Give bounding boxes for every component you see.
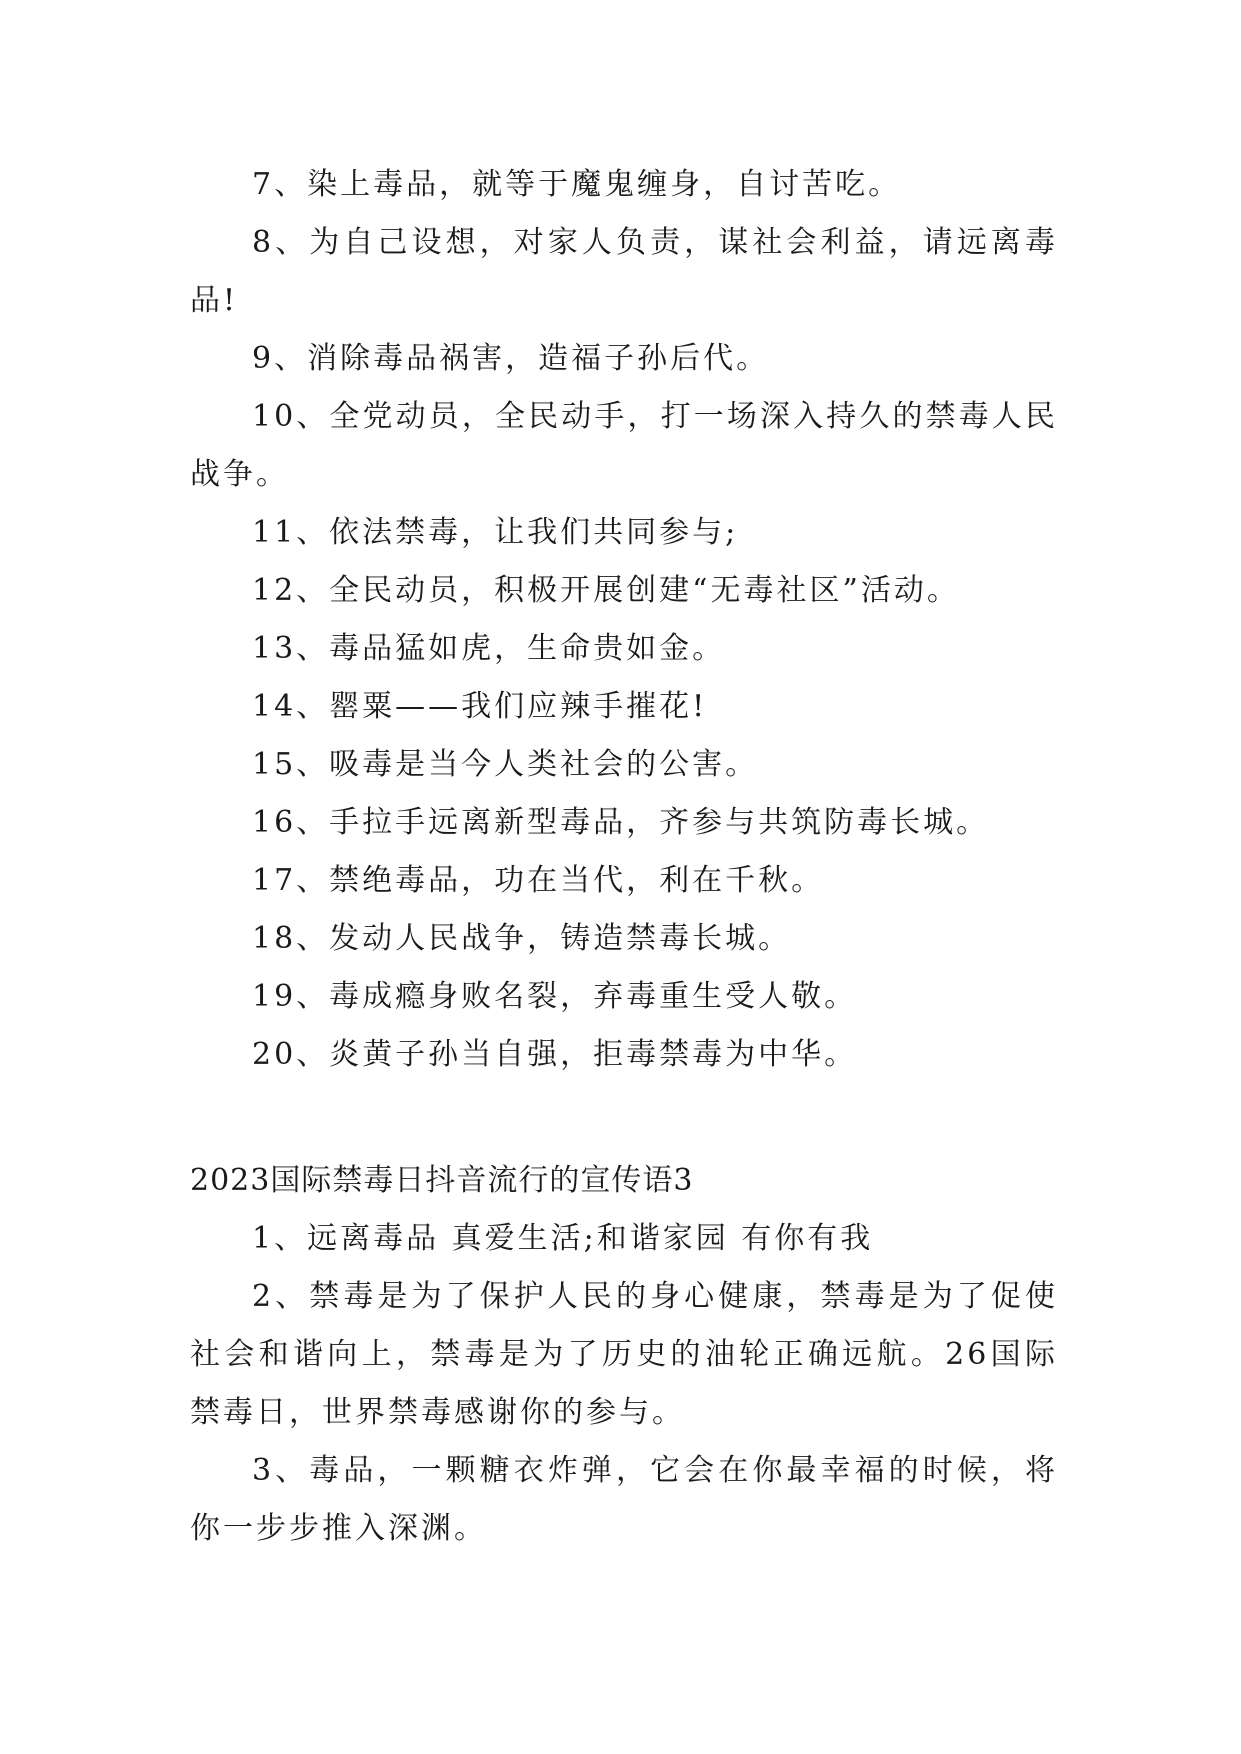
slogan-item-7: 7、染上毒品，就等于魔鬼缠身，自讨苦吃。 — [252, 167, 902, 202]
slogan-item-12: 12、全民动员，积极开展创建“无毒社区”活动。 — [252, 573, 960, 608]
slogan-section-3 — [190, 1152, 1058, 1558]
slogan-item-9: 9、消除毒品祸害，造福子孙后代。 — [252, 341, 770, 376]
slogan-item-11: 11、依法禁毒，让我们共同参与; — [252, 515, 739, 550]
slogan-item-2: 2、禁毒是为了保护人民的身心健康，禁毒是为了促使社会和谐向上，禁毒是为了历史的油轮正确远航。26国际禁毒日，世界禁毒感谢你的参与。 — [190, 1279, 1058, 1430]
slogan-item-13: 13、毒品猛如虎，生命贵如金。 — [252, 631, 726, 666]
slogan-item-1: 1、远离毒品 真爱生活;和谐家园 有你有我 — [252, 1221, 874, 1256]
slogan-item-18: 18、发动人民战争，铸造禁毒长城。 — [252, 921, 792, 956]
slogan-item-8: 8、为自己设想，对家人负责，谋社会利益，请远离毒品! — [190, 225, 1058, 318]
slogan-item-19: 19、毒成瘾身败名裂，弃毒重生受人敬。 — [252, 979, 858, 1014]
slogan-item-3: 3、毒品，一颗糖衣炸弹，它会在你最幸福的时候，将你一步步推入深渊。 — [190, 1453, 1058, 1546]
slogan-list-continued — [190, 156, 1058, 1084]
slogan-item-16: 16、手拉手远离新型毒品，齐参与共筑防毒长城。 — [252, 805, 990, 840]
slogan-item-14: 14、罂粟——我们应辣手摧花! — [252, 689, 708, 724]
slogan-item-15: 15、吸毒是当今人类社会的公害。 — [252, 747, 759, 782]
slogan-item-20: 20、炎黄子孙当自强，拒毒禁毒为中华。 — [252, 1037, 858, 1072]
slogan-item-17: 17、禁绝毒品，功在当代，利在千秋。 — [252, 863, 825, 898]
section-heading: 2023国际禁毒日抖音流行的宣传语3 — [190, 1163, 694, 1198]
slogan-item-10: 10、全党动员，全民动手，打一场深入持久的禁毒人民战争。 — [190, 399, 1058, 492]
